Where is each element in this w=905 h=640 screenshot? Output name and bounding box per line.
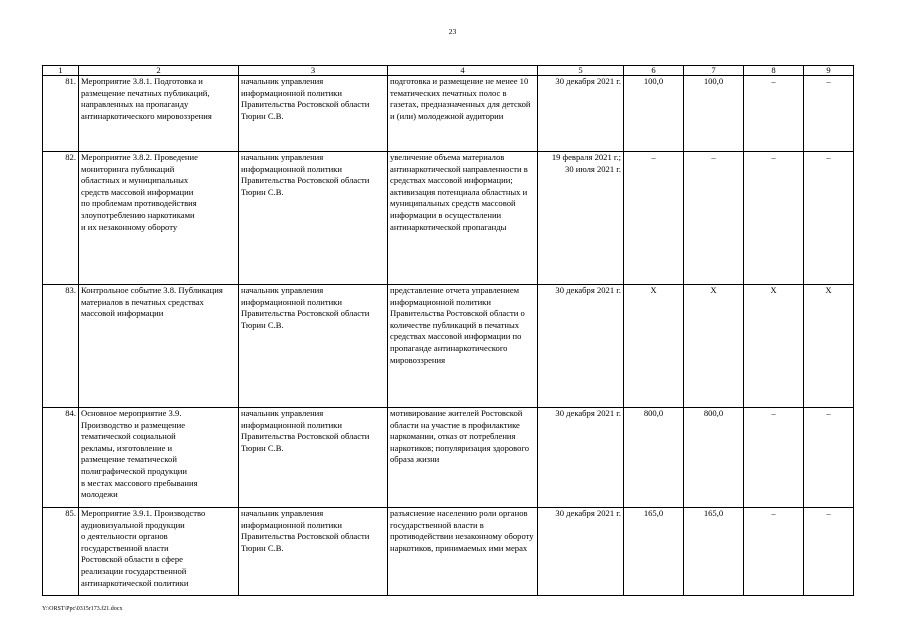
executor-cell: начальник управления информационной политики Правительства Ростовской области Тюрин С.В. — [239, 508, 388, 596]
column-header: 9 — [804, 66, 854, 76]
value-cell-9: – — [804, 508, 854, 596]
event-cell: Контрольное событие 3.8. Публикация материалов в печатных средствах массовой информации — [79, 285, 239, 408]
value-cell-8: – — [744, 408, 804, 508]
column-header: 7 — [684, 66, 744, 76]
value-cell-9: – — [804, 152, 854, 285]
plan-table — [42, 65, 854, 596]
table-row — [43, 285, 854, 408]
column-header: 3 — [239, 66, 388, 76]
date-cell: 30 декабря 2021 г. — [538, 285, 624, 408]
executor-cell: начальник управления информационной политики Правительства Ростовской области Тюрин С.В. — [239, 152, 388, 285]
value-cell-7: 800,0 — [684, 408, 744, 508]
row-number: 81. — [43, 76, 79, 152]
row-number: 85. — [43, 508, 79, 596]
file-path-footer: Y:\ORST\Ppc\0315r173.f21.docx — [42, 606, 123, 612]
page-number: 23 — [448, 27, 457, 36]
value-cell-6: Х — [624, 285, 684, 408]
column-header: 4 — [388, 66, 538, 76]
column-header: 1 — [43, 66, 79, 76]
result-cell: мотивирование жителей Ростовской области на участие в профилактике наркомании, отказ от потребления наркотиков; популяризация здорового образа жизни — [388, 408, 538, 508]
value-cell-9: – — [804, 408, 854, 508]
value-cell-6: – — [624, 152, 684, 285]
column-header: 6 — [624, 66, 684, 76]
row-number: 84. — [43, 408, 79, 508]
result-cell: увеличение объема материалов антинаркотической направленности в средствах массовой информации; активизация потенциала областных и муниципальных средств массовой информации в осуществлении антинаркотической пропаганды — [388, 152, 538, 285]
value-cell-8: – — [744, 152, 804, 285]
executor-cell: начальник управления информационной политики Правительства Ростовской области Тюрин С.В. — [239, 285, 388, 408]
value-cell-7: 165,0 — [684, 508, 744, 596]
value-cell-7: – — [684, 152, 744, 285]
executor-cell: начальник управления информационной политики Правительства Ростовской области Тюрин С.В. — [239, 408, 388, 508]
event-cell: Мероприятие 3.8.2. Проведение мониторинга публикаций областных и муниципальных средств массовой информации по проблемам противодействия злоупотреблению наркотиками и их незаконному обороту — [79, 152, 239, 285]
column-header: 2 — [79, 66, 239, 76]
value-cell-6: 100,0 — [624, 76, 684, 152]
row-number: 82. — [43, 152, 79, 285]
value-cell-8: – — [744, 508, 804, 596]
column-header: 5 — [538, 66, 624, 76]
result-cell: представление отчета управлением информационной политики Правительства Ростовской области о количестве публикаций в печатных средствах массовой информации по пропаганде антинаркотического мировоззрения — [388, 285, 538, 408]
table-row — [43, 508, 854, 596]
value-cell-9: Х — [804, 285, 854, 408]
value-cell-8: Х — [744, 285, 804, 408]
column-header: 8 — [744, 66, 804, 76]
event-cell: Основное мероприятие 3.9. Производство и размещение тематической социальной рекламы, изготовление и размещение тематической полиграфической продукции в местах массового пребывания молодежи — [79, 408, 239, 508]
date-cell: 30 декабря 2021 г. — [538, 508, 624, 596]
date-cell: 30 декабря 2021 г. — [538, 76, 624, 152]
table-row — [43, 152, 854, 285]
value-cell-6: 165,0 — [624, 508, 684, 596]
value-cell-7: Х — [684, 285, 744, 408]
value-cell-9: – — [804, 76, 854, 152]
date-cell: 30 декабря 2021 г. — [538, 408, 624, 508]
value-cell-8: – — [744, 76, 804, 152]
table-row — [43, 408, 854, 508]
result-cell: разъяснение населению роли органов государственной власти в противодействии незаконному обороту наркотиков, принимаемых ими мерах — [388, 508, 538, 596]
event-cell: Мероприятие 3.8.1. Подготовка и размещение печатных публикаций, направленных на пропаганду антинаркотического мировоззрения — [79, 76, 239, 152]
value-cell-7: 100,0 — [684, 76, 744, 152]
date-cell: 19 февраля 2021 г.; 30 июля 2021 г. — [538, 152, 624, 285]
value-cell-6: 800,0 — [624, 408, 684, 508]
header-row — [43, 66, 854, 76]
event-cell: Мероприятие 3.9.1. Производство аудиовизуальной продукции о деятельности органов государственной власти Ростовской области в сфере реализации государственной антинаркотической политики — [79, 508, 239, 596]
table-row — [43, 76, 854, 152]
result-cell: подготовка и размещение не менее 10 тематических печатных полос в газетах, предназначенных для детской и (или) молодежной аудитории — [388, 76, 538, 152]
row-number: 83. — [43, 285, 79, 408]
executor-cell: начальник управления информационной политики Правительства Ростовской области Тюрин С.В. — [239, 76, 388, 152]
